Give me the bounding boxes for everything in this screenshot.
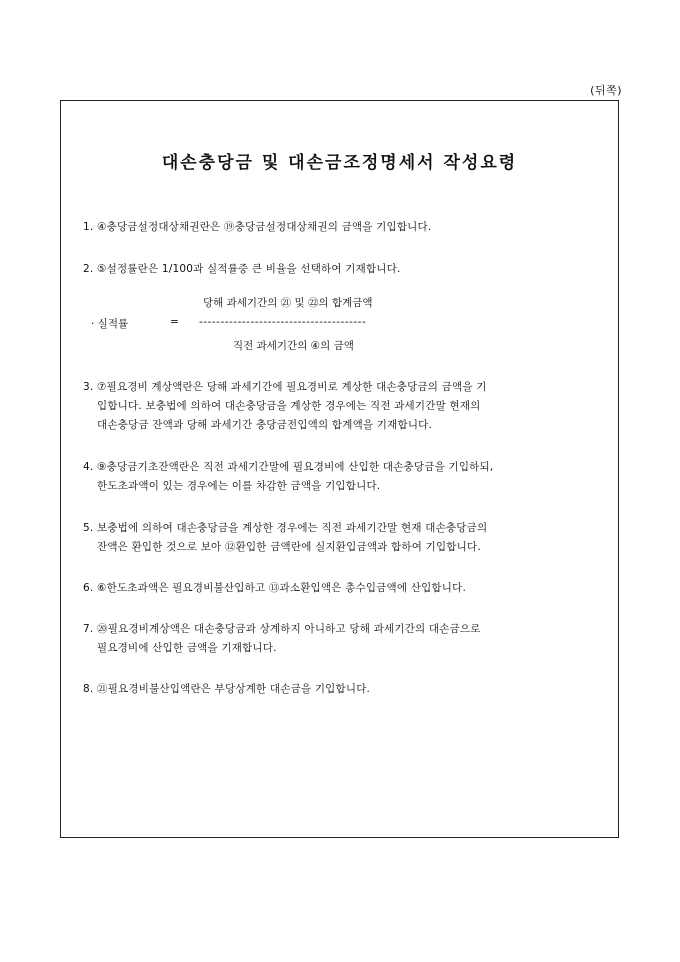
item-line: ④충당금설정대상채권란은 ⑲충당금설정대상채권의 금액을 기입합니다. [97, 221, 432, 233]
item-line: 한도초과액이 있는 경우에는 이를 차감한 금액을 기입합니다. [97, 480, 381, 492]
performance-ratio-formula [61, 295, 620, 359]
item-line: ⑳필요경비계상액은 대손충당금과 상계하지 아니하고 당해 과세기간의 대손금으로 [97, 623, 481, 635]
item-number: 7. [83, 623, 94, 635]
guide-item-8 [83, 680, 603, 699]
item-number: 2. [83, 263, 94, 275]
item-line: 대손충당금 잔액과 당해 과세기간 충당금전입액의 합계액을 기재합니다. [97, 419, 433, 431]
item-number: 5. [83, 522, 94, 534]
item-number: 4. [83, 461, 94, 473]
item-line: ⑦필요경비 계상액란은 당해 과세기간에 필요경비로 계상한 대손충당금의 금액을 기 [97, 381, 487, 393]
document-title: 대손충당금 및 대손금조정명세서 작성요령 [161, 153, 518, 173]
formula-denominator: 직전 과세기간의 ④의 금액 [233, 340, 354, 352]
item-number: 8. [83, 683, 94, 695]
formula-label: · 실적률 [91, 318, 129, 330]
formula-equals: = [170, 316, 179, 328]
guide-item-5 [83, 519, 603, 557]
item-line: ㉑필요경비불산입액란은 부당상계한 대손금을 기입합니다. [97, 683, 371, 695]
formula-numerator: 당해 과세기간의 ㉑ 및 ㉒의 합계금액 [203, 297, 373, 309]
item-line: ⑥한도초과액은 필요경비불산입하고 ⑬과소환입액은 총수입금액에 산입합니다. [97, 582, 466, 594]
item-line: 필요경비에 산입한 금액을 기재합니다. [97, 642, 277, 654]
item-number: 6. [83, 582, 94, 594]
item-line: 보충법에 의하여 대손충당금을 계상한 경우에는 직전 과세기간말 현재 대손충당금의 [97, 522, 488, 534]
formula-fraction-line: --------------------------------------- [199, 316, 367, 328]
item-line: 입합니다. 보충법에 의하여 대손충당금을 계상한 경우에는 직전 과세기간말 현재의 [97, 400, 481, 412]
guide-item-4 [83, 458, 603, 496]
item-line: ⑨충당금기초잔액란은 직전 과세기간말에 필요경비에 산입한 대손충당금을 기입하되, [97, 461, 494, 473]
guide-item-6 [83, 579, 603, 598]
item-line: ⑤설정률란은 1/100과 실적률중 큰 비율을 선택하여 기재합니다. [97, 263, 401, 275]
item-line: 잔액은 환입한 것으로 보아 ⑫환입한 금액란에 실지환입금액과 합하여 기입합니다. [97, 541, 481, 553]
guide-item-7 [83, 620, 603, 658]
page-side-label: (뒤쪽) [590, 84, 622, 97]
guide-item-3 [83, 378, 603, 435]
guide-box [60, 100, 619, 838]
guide-item-1 [83, 218, 603, 237]
item-number: 1. [83, 221, 94, 233]
guide-item-2 [83, 260, 603, 279]
item-number: 3. [83, 381, 94, 393]
